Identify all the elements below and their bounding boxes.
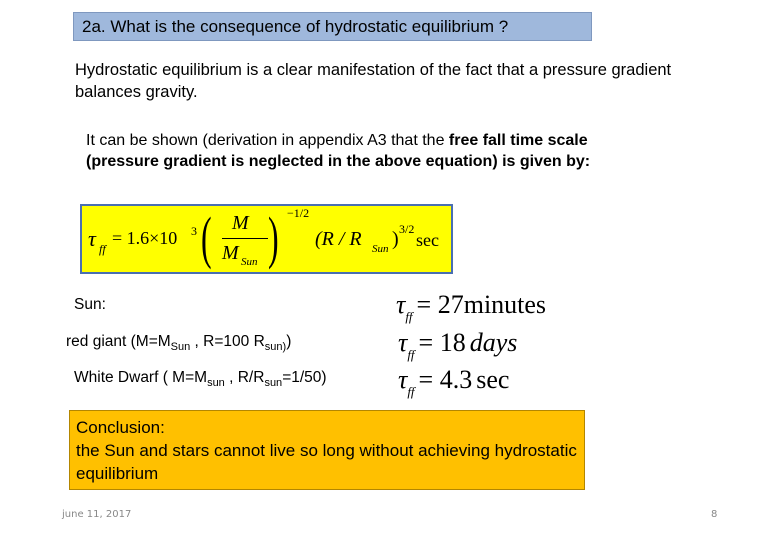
derivation-text: It can be shown (derivation in appendix A3 that the [86, 132, 449, 149]
formula-mass-denominator: M [222, 242, 239, 264]
slide-title: 2a. What is the consequence of hydrostatic equilibrium ? [73, 12, 592, 41]
formula-coefficient-exponent: 3 [191, 224, 197, 238]
case-red-giant-result: $\tau_{ff} = 18$ days [398, 328, 518, 362]
conclusion-text: the Sun and stars cannot live so long without achieving hydrostatic equilibrium [76, 441, 577, 483]
conclusion-box [69, 410, 585, 490]
formula-unit: sec [416, 230, 439, 250]
intro-paragraph: Hydrostatic equilibrium is a clear manifestation of the fact that a pressure gradient balances gravity. [75, 61, 672, 101]
formula-radius-sun-subscript: Sun [372, 243, 389, 255]
formula-radius-exponent: 3/2 [399, 222, 415, 236]
derivation-bold-text: free fall time scale (pressure gradient is neglected in the above equation) is given by: [86, 132, 591, 170]
formula-coefficient: = 1.6×10 [112, 228, 178, 248]
case-white-dwarf-result: $\tau_{ff} = 4.3$ sec [398, 365, 510, 399]
formula-tau: τ [88, 226, 96, 251]
conclusion-heading: Conclusion: [76, 418, 165, 437]
formula-mass-numerator: M [232, 212, 249, 234]
formula-close-paren: ) [268, 205, 279, 270]
footer-date: june 11, 2017 [62, 509, 132, 520]
formula-fraction-bar [222, 238, 268, 239]
formula-open-paren: ( [201, 205, 212, 270]
case-red-giant-label: red giant ($M=M_{Sun}$ , R=100 $R_{sun)}$) [66, 333, 292, 354]
formula-radius-close-paren: ) [392, 228, 399, 250]
formula-outer-exponent: −1/2 [287, 206, 310, 220]
case-sun-label: Sun: [74, 296, 106, 313]
free-fall-formula-box [80, 204, 453, 274]
derivation-paragraph [86, 130, 606, 172]
formula-ff-subscript: ff [99, 242, 106, 256]
formula-radius-ratio: (R / R [315, 228, 362, 250]
case-white-dwarf-label: White Dwarf ( $M=M_{sun}$ , $R/R_{sun}=1/50$) [74, 369, 327, 390]
formula-sun-subscript: Sun [241, 256, 258, 268]
footer-page-number: 8 [711, 509, 718, 520]
case-sun-result: $\tau_{ff}$ = 27minutes [396, 290, 547, 324]
